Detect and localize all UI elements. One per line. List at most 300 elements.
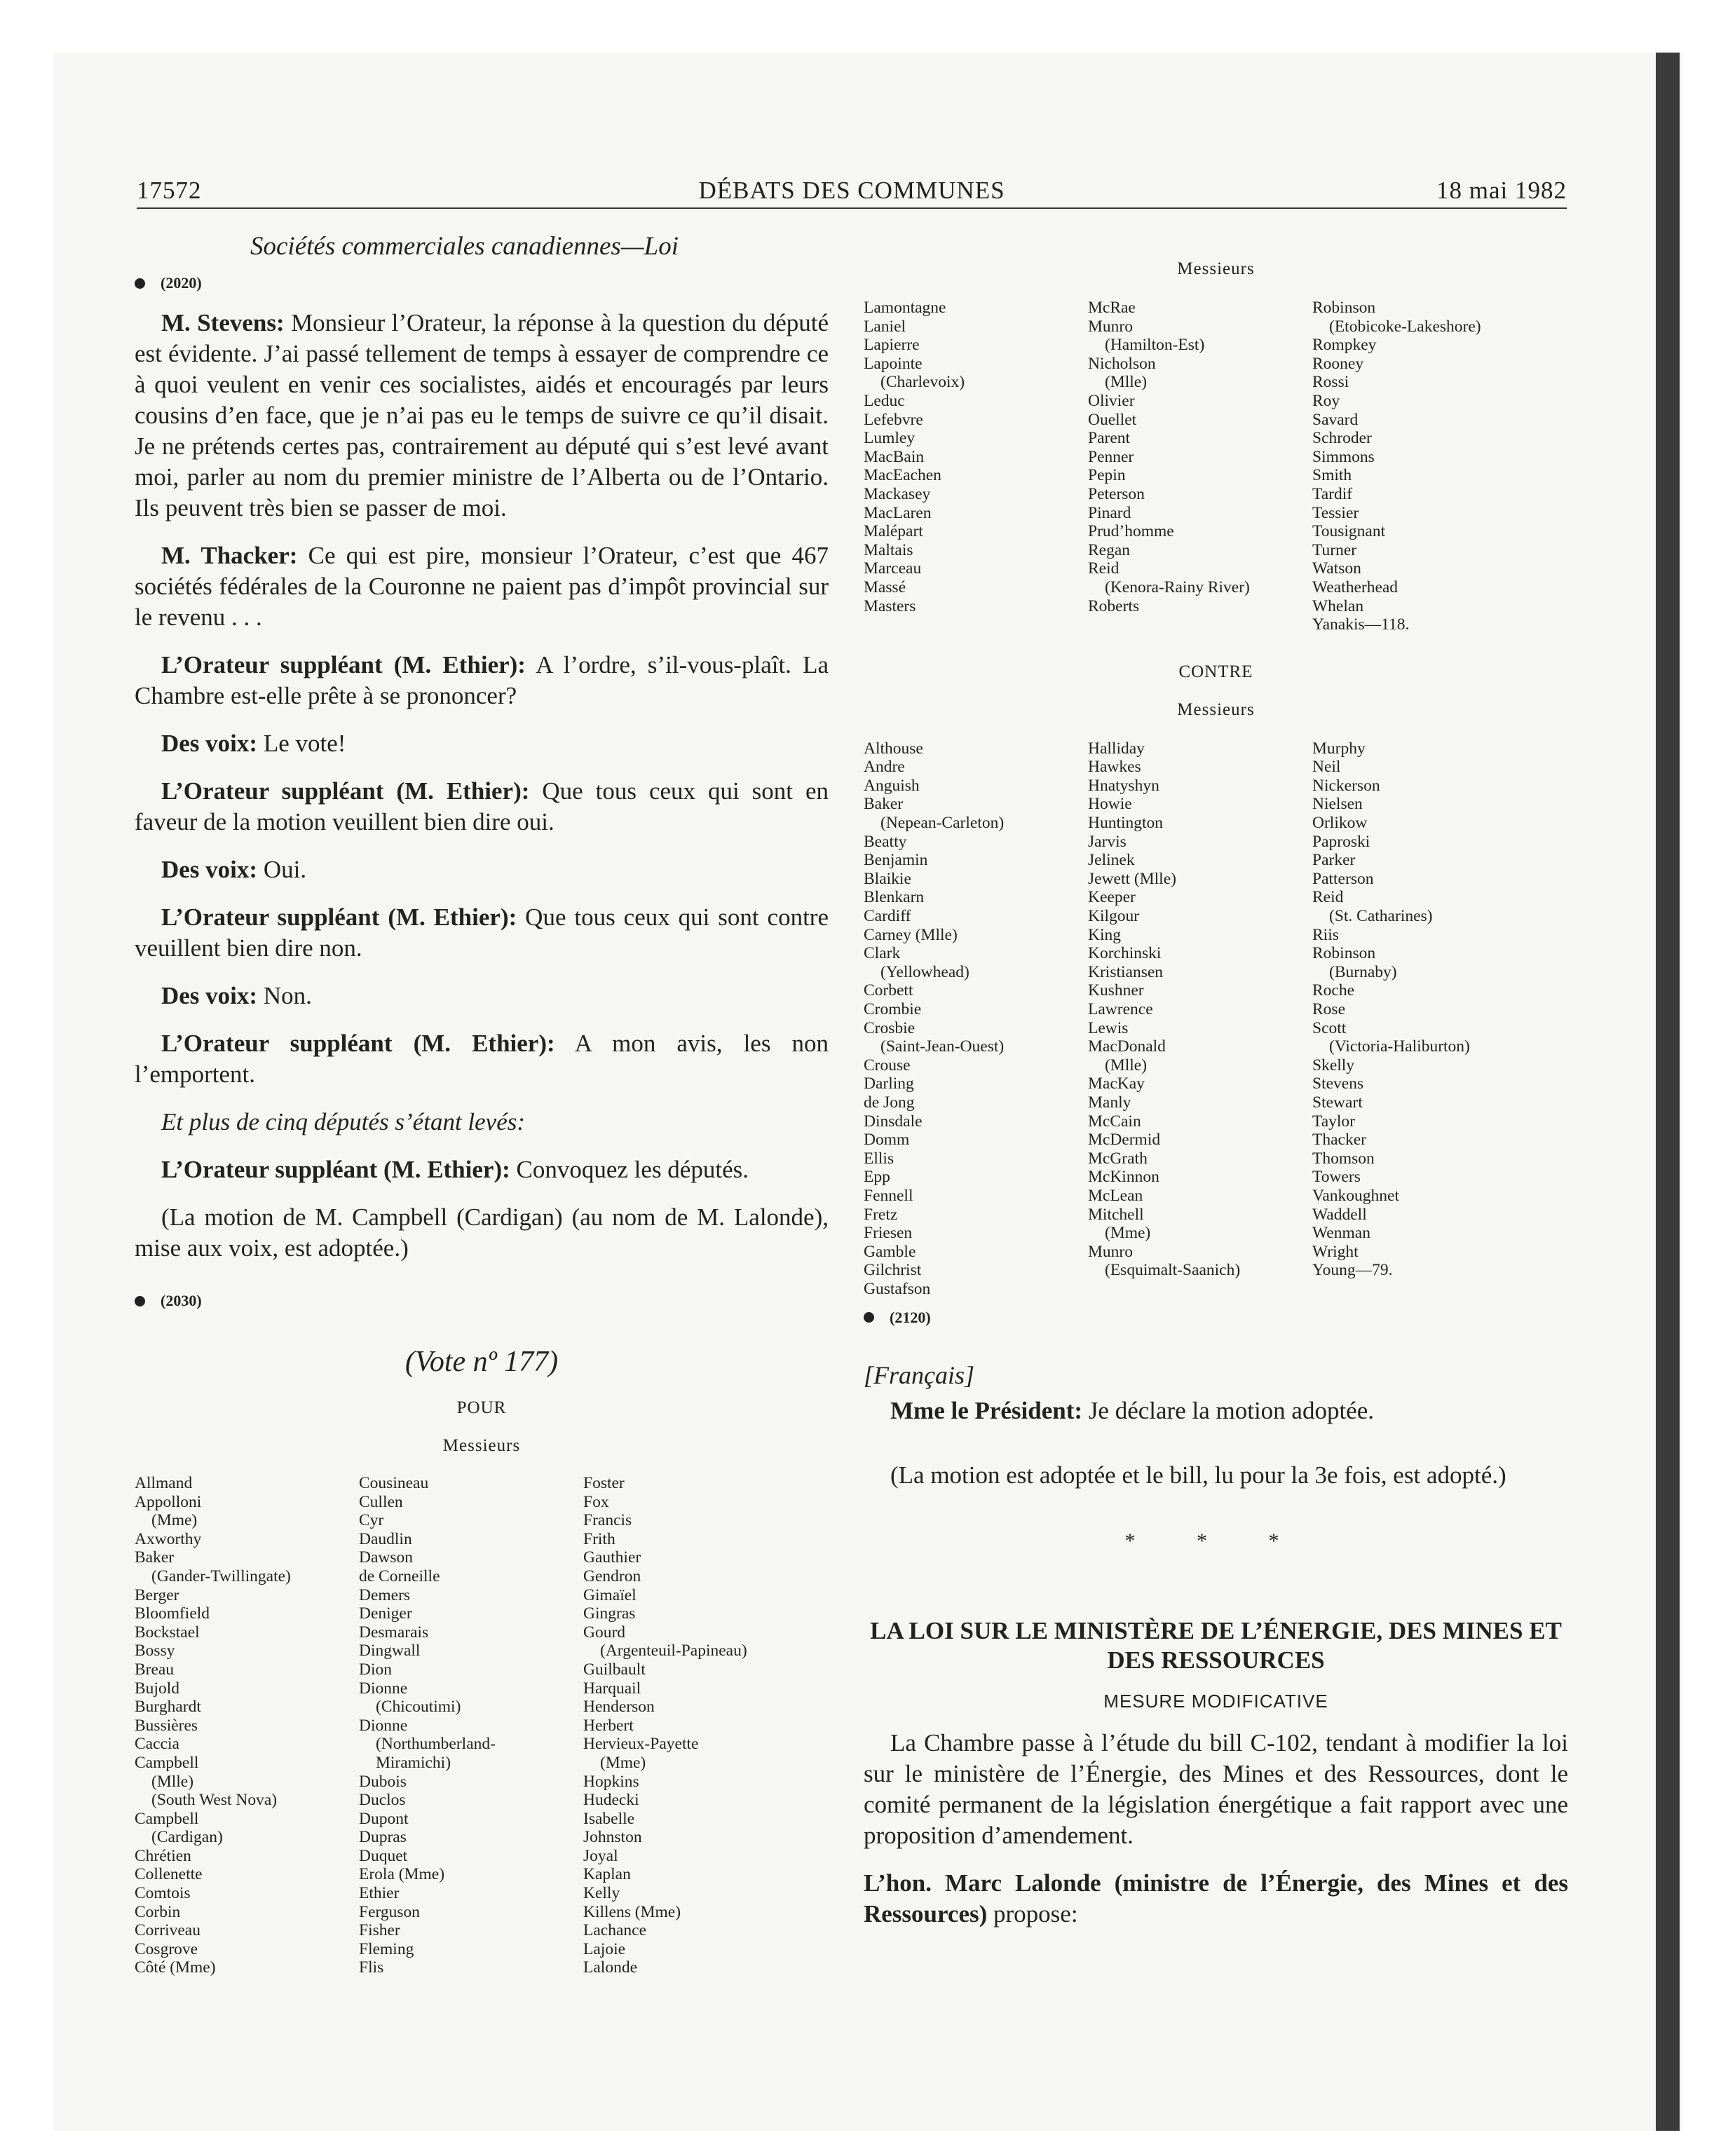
member-name: Smith	[1312, 466, 1352, 485]
time-marker-label: (2030)	[161, 1292, 202, 1309]
speaker-name: M. Thacker:	[161, 542, 298, 569]
names-column	[1088, 299, 1312, 634]
member-name: Yanakis—118.	[1312, 615, 1410, 634]
member-name: Isabelle	[583, 1809, 635, 1828]
section-separator: * * *	[1124, 1529, 1307, 1553]
speech-text: Je déclare la motion adoptée.	[1082, 1396, 1374, 1424]
member-name: Korchinski	[1088, 944, 1162, 963]
member-name: Stewart	[1312, 1093, 1363, 1112]
member-name: Penner	[1088, 447, 1134, 466]
member-name: Robinson	[1312, 944, 1376, 963]
member-name: King	[1088, 925, 1121, 944]
time-marker	[135, 1292, 829, 1310]
member-name: de Jong	[864, 1093, 915, 1112]
member-name: McRae	[1088, 299, 1136, 317]
member-name: (St. Catharines)	[1329, 907, 1433, 926]
speech-paragraph	[864, 1396, 1568, 1426]
names-column	[135, 1474, 359, 1977]
member-name: Roberts	[1088, 596, 1140, 615]
member-name: Fleming	[359, 1939, 414, 1958]
speaker-name: Mme le Président:	[890, 1396, 1083, 1424]
member-name: Dupras	[359, 1828, 407, 1847]
member-name: (Mlle)	[151, 1772, 194, 1791]
member-name: MacEachen	[864, 466, 941, 485]
member-name: (Mlle)	[1105, 1056, 1148, 1074]
member-name: Herbert	[583, 1716, 634, 1735]
language-tag: [Français]	[864, 1360, 975, 1389]
member-name: Demers	[359, 1585, 411, 1604]
member-name: (Gander-Twillingate)	[151, 1567, 291, 1585]
member-name: (Saint-Jean-Ouest)	[880, 1037, 1005, 1056]
member-name: Allmand	[135, 1474, 193, 1492]
member-name: Blenkarn	[864, 888, 925, 907]
member-name: Stevens	[1312, 1074, 1364, 1093]
member-name: Appolloni	[135, 1492, 202, 1511]
member-name: Axworthy	[135, 1529, 202, 1548]
speech-paragraph	[135, 1154, 829, 1185]
member-name: Massé	[864, 578, 906, 596]
member-name: Fretz	[864, 1205, 898, 1224]
member-name: Darling	[864, 1074, 914, 1093]
names-column	[359, 1474, 583, 1977]
member-name: Kelly	[583, 1884, 620, 1903]
member-name: Laniel	[864, 317, 906, 336]
time-marker	[864, 1309, 1568, 1327]
member-name: (Hamilton-Est)	[1105, 336, 1205, 355]
member-name: Munro	[1088, 1242, 1133, 1261]
speech-paragraph	[135, 728, 829, 759]
member-name: Fisher	[359, 1921, 400, 1940]
page-number: 17572	[137, 177, 202, 204]
member-name: Masters	[864, 596, 916, 615]
member-name: Desmarais	[359, 1623, 429, 1642]
speech-text: Non.	[257, 982, 312, 1009]
member-name: Beatty	[864, 832, 907, 851]
member-name: Mitchell	[1088, 1205, 1144, 1224]
member-name: Thacker	[1312, 1131, 1366, 1149]
vote-title: (Vote nº 177)	[404, 1346, 559, 1378]
motion-result: (La motion est adoptée et le bill, lu pour la 3e fois, est adopté.)	[890, 1461, 1506, 1489]
member-name: Gingras	[583, 1604, 636, 1623]
names-column	[1312, 739, 1537, 1299]
member-name: (Charlevoix)	[880, 373, 965, 392]
member-name: Caccia	[135, 1735, 179, 1754]
member-name: Savard	[1312, 410, 1359, 429]
member-name: Roy	[1312, 391, 1340, 410]
member-name: Young—79.	[1312, 1261, 1393, 1280]
member-name: MacBain	[864, 447, 925, 466]
member-name: Lawrence	[1088, 1000, 1153, 1018]
speaker-name: M. Stevens:	[161, 309, 285, 336]
member-name: Tardif	[1312, 484, 1353, 503]
member-name: Jelinek	[1088, 851, 1135, 870]
member-name: Weatherhead	[1312, 578, 1399, 596]
member-name: Peterson	[1088, 484, 1145, 503]
member-name: Leduc	[864, 391, 905, 410]
member-name: Pepin	[1088, 466, 1126, 485]
member-name: (Northumberland-	[376, 1735, 496, 1754]
member-name: Lapierre	[864, 336, 920, 355]
bullet-dot-icon	[135, 1296, 145, 1306]
member-name: Fennell	[864, 1186, 913, 1205]
speech-paragraph	[135, 981, 829, 1011]
member-name: Parker	[1312, 851, 1356, 870]
member-name: Roche	[1312, 981, 1355, 1000]
member-name: Howie	[1088, 795, 1132, 814]
member-name: Tousignant	[1312, 522, 1386, 541]
speaker-name: L’Orateur suppléant (M. Ethier):	[161, 651, 526, 678]
messieurs-label: Messieurs	[442, 1436, 521, 1455]
member-name: Lumley	[864, 429, 916, 448]
member-name: Skelly	[1312, 1056, 1355, 1074]
member-name: Gauthier	[583, 1548, 641, 1567]
speech-text: propose:	[987, 1899, 1078, 1928]
member-name: Scott	[1312, 1018, 1347, 1037]
member-name: Breau	[135, 1660, 175, 1679]
member-name: Cosgrove	[135, 1939, 198, 1958]
names-column	[864, 299, 1088, 634]
member-name: Harquail	[583, 1679, 641, 1698]
member-name: Dionne	[359, 1679, 408, 1698]
member-name: Ouellet	[1088, 410, 1137, 429]
member-name: Rompkey	[1312, 336, 1377, 355]
speaker-name: Des voix:	[161, 856, 258, 883]
member-name: Hudecki	[583, 1791, 639, 1810]
member-name: McDermid	[1088, 1131, 1161, 1149]
section-title: LA LOI SUR LE MINISTÈRE DE L’ÉNERGIE, DES MINES ET DES RESSOURCES	[870, 1616, 1562, 1674]
member-name: Hopkins	[583, 1772, 639, 1791]
member-name: Gustafson	[864, 1279, 931, 1298]
member-name: Anguish	[864, 776, 920, 795]
member-name: McCain	[1088, 1112, 1141, 1131]
publication-date: 18 mai 1982	[1436, 177, 1567, 204]
member-name: Robinson	[1312, 299, 1376, 317]
member-name: Gendron	[583, 1567, 641, 1585]
member-name: Wenman	[1312, 1224, 1370, 1243]
pour-names-table	[135, 1474, 829, 1977]
speech-text: Le vote!	[257, 730, 346, 757]
member-name: Hawkes	[1088, 758, 1141, 777]
member-name: Pinard	[1088, 503, 1131, 522]
member-name: Flis	[359, 1958, 384, 1977]
member-name: Corbett	[864, 981, 913, 1000]
member-name: Bussières	[135, 1716, 198, 1735]
speech-text: Oui.	[257, 856, 307, 883]
member-name: Lajoie	[583, 1939, 626, 1958]
speech-text: Ce qui est pire, monsieur l’Orateur, c’est que 467 sociétés fédérales de la Couronne ne paient pas d’impôt provincial sur le revenu . . .	[135, 542, 829, 631]
speech-paragraph	[135, 650, 829, 711]
speech-paragraph	[135, 776, 829, 838]
member-name: Olivier	[1088, 391, 1135, 410]
member-name: Burghardt	[135, 1698, 201, 1717]
member-name: Crombie	[864, 1000, 922, 1018]
member-name: Kushner	[1088, 981, 1144, 1000]
member-name: Joyal	[583, 1846, 618, 1865]
member-name: Duclos	[359, 1791, 406, 1810]
member-name: (Burnaby)	[1329, 962, 1397, 981]
speech-text: A mon avis, les non l’emportent.	[135, 1030, 829, 1088]
member-name: Cyr	[359, 1511, 384, 1530]
subject-heading: Sociétés commerciales canadiennes—Loi	[250, 232, 679, 261]
member-name: (Mme)	[600, 1753, 646, 1772]
member-name: Collenette	[135, 1865, 203, 1884]
member-name: Gourd	[583, 1623, 626, 1642]
contre-names-table	[864, 739, 1568, 1299]
member-name: Dion	[359, 1660, 392, 1679]
member-name: (Chicoutimi)	[376, 1698, 461, 1717]
member-name: Thomson	[1312, 1149, 1375, 1168]
speaker-name: L’Orateur suppléant (M. Ethier):	[161, 1156, 510, 1183]
member-name: Dinsdale	[864, 1112, 923, 1131]
member-name: Reid	[1312, 888, 1344, 907]
contre-label: CONTRE	[1178, 662, 1253, 681]
member-name: Waddell	[1312, 1205, 1367, 1224]
member-name: Watson	[1312, 559, 1361, 578]
member-name: Manly	[1088, 1093, 1131, 1112]
member-name: (Victoria-Haliburton)	[1329, 1037, 1470, 1056]
member-name: Towers	[1312, 1168, 1361, 1187]
member-name: Dionne	[359, 1716, 408, 1735]
member-name: Dingwall	[359, 1642, 421, 1660]
speech-paragraph	[135, 540, 829, 633]
member-name: de Corneille	[359, 1567, 440, 1585]
publication-title: DÉBATS DES COMMUNES	[698, 177, 1005, 204]
member-name: Cousineau	[359, 1474, 429, 1492]
names-column	[1088, 739, 1312, 1299]
member-name: (Argenteuil-Papineau)	[600, 1642, 747, 1660]
member-name: Paproski	[1312, 832, 1370, 851]
member-name: Rooney	[1312, 354, 1364, 373]
scan-edge-bar	[1656, 53, 1680, 2131]
pour-names-table-continued	[864, 299, 1568, 634]
member-name: Miramichi)	[376, 1753, 451, 1772]
member-name: Benjamin	[864, 851, 928, 870]
member-name: MacLaren	[864, 503, 932, 522]
member-name: (Etobicoke-Lakeshore)	[1329, 317, 1481, 336]
member-name: Reid	[1088, 559, 1120, 578]
member-name: Dawson	[359, 1548, 414, 1567]
member-name: Turner	[1312, 540, 1357, 559]
member-name: Lapointe	[864, 354, 923, 373]
member-name: Schroder	[1312, 429, 1372, 448]
member-name: Ellis	[864, 1149, 894, 1168]
speech-text: Que tous ceux qui sont contre veuillent bien dire non.	[135, 903, 829, 962]
member-name: (South West Nova)	[151, 1791, 278, 1810]
member-name: Clark	[864, 944, 901, 963]
member-name: Gilchrist	[864, 1261, 922, 1280]
member-name: Guilbault	[583, 1660, 646, 1679]
speaker-name: L’Orateur suppléant (M. Ethier):	[161, 1030, 555, 1057]
speaker-name: L’Orateur suppléant (M. Ethier):	[161, 903, 517, 931]
member-name: Campbell	[135, 1753, 199, 1772]
stage-direction: Et plus de cinq députés s’étant levés:	[161, 1108, 526, 1135]
left-column	[135, 231, 829, 1977]
member-name: Bossy	[135, 1642, 175, 1660]
speech-paragraph	[135, 902, 829, 964]
member-name: Huntington	[1088, 814, 1164, 833]
member-name: Cullen	[359, 1492, 403, 1511]
speaker-name: Des voix:	[161, 730, 258, 757]
bill-paragraph: La Chambre passe à l’étude du bill C-102, tendant à modifier la loi sur le ministère de l’Énergie, des Mines et des Ressources, dont le comité permanent de la législation énergétique a fait rapport avec une proposition d’amendement.	[864, 1728, 1568, 1849]
member-name: Hervieux-Payette	[583, 1735, 699, 1754]
member-name: Chrétien	[135, 1846, 191, 1865]
member-name: Jewett (Mlle)	[1088, 869, 1176, 888]
member-name: Epp	[864, 1168, 890, 1187]
page-header	[137, 177, 1567, 209]
speech-paragraph	[135, 854, 829, 885]
member-name: Dubois	[359, 1772, 407, 1791]
member-name: Marceau	[864, 559, 922, 578]
member-name: Lefebvre	[864, 410, 923, 429]
member-name: Rose	[1312, 1000, 1345, 1018]
member-name: Nicholson	[1088, 354, 1156, 373]
member-name: Lachance	[583, 1921, 647, 1940]
member-name: Carney (Mlle)	[864, 925, 958, 944]
member-name: Côté (Mme)	[135, 1958, 216, 1977]
member-name: Gimaïel	[583, 1585, 637, 1604]
bullet-dot-icon	[135, 278, 145, 289]
member-name: Crosbie	[864, 1018, 916, 1037]
member-name: Corriveau	[135, 1921, 200, 1940]
member-name: Regan	[1088, 540, 1131, 559]
member-name: (Yellowhead)	[880, 962, 969, 981]
member-name: (Nepean-Carleton)	[880, 814, 1005, 833]
motion-result: (La motion de M. Campbell (Cardigan) (au nom de M. Lalonde), mise aux voix, est adoptée.)	[135, 1203, 829, 1262]
member-name: Wright	[1312, 1242, 1359, 1261]
member-name: Patterson	[1312, 869, 1374, 888]
names-column	[583, 1474, 808, 1977]
member-name: Parent	[1088, 429, 1131, 448]
member-name: Baker	[135, 1548, 175, 1567]
member-name: Corbin	[135, 1902, 181, 1921]
member-name: Henderson	[583, 1698, 655, 1717]
member-name: Comtois	[135, 1884, 191, 1903]
member-name: Simmons	[1312, 447, 1375, 466]
speaker-name: L’hon. Marc Lalonde (ministre de l’Énergie, des Mines et des Ressources)	[864, 1869, 1568, 1928]
member-name: McGrath	[1088, 1149, 1148, 1168]
member-name: Andre	[864, 758, 905, 777]
time-marker-label: (2020)	[161, 274, 202, 292]
speech-text: A l’ordre, s’il-vous-plaît. La Chambre est-elle prête à se prononcer?	[135, 651, 829, 709]
names-column	[1312, 299, 1537, 634]
time-marker-label: (2120)	[890, 1308, 931, 1326]
member-name: Blaikie	[864, 869, 911, 888]
member-name: Maltais	[864, 540, 913, 559]
member-name: Neil	[1312, 758, 1341, 777]
messieurs-label: Messieurs	[1177, 700, 1255, 719]
member-name: Frith	[583, 1529, 615, 1548]
member-name: Hnatyshyn	[1088, 776, 1159, 795]
member-name: Friesen	[864, 1224, 913, 1243]
speech-text: Que tous ceux qui sont en faveur de la motion veuillent bien dire oui.	[135, 777, 829, 835]
member-name: Malépart	[864, 522, 923, 541]
member-name: Bockstael	[135, 1623, 200, 1642]
member-name: Lewis	[1088, 1018, 1129, 1037]
member-name: Tessier	[1312, 503, 1359, 522]
member-name: (Mlle)	[1105, 373, 1148, 392]
right-column	[864, 259, 1568, 1946]
member-name: Ferguson	[359, 1902, 421, 1921]
member-name: Bujold	[135, 1679, 179, 1698]
member-name: McKinnon	[1088, 1168, 1159, 1187]
member-name: Erola (Mme)	[359, 1865, 445, 1884]
member-name: (Mme)	[1105, 1224, 1151, 1243]
member-name: Killens (Mme)	[583, 1902, 681, 1921]
member-name: Murphy	[1312, 739, 1366, 758]
member-name: Daudlin	[359, 1529, 412, 1548]
member-name: Domm	[864, 1131, 910, 1149]
member-name: Nickerson	[1312, 776, 1380, 795]
member-name: Prud’homme	[1088, 522, 1174, 541]
member-name: Taylor	[1312, 1112, 1355, 1131]
member-name: Kristiansen	[1088, 962, 1164, 981]
member-name: Gamble	[864, 1242, 916, 1261]
member-name: Kilgour	[1088, 907, 1140, 926]
member-name: Keeper	[1088, 888, 1136, 907]
speaker-name: Des voix:	[161, 982, 258, 1009]
member-name: (Cardigan)	[151, 1828, 223, 1847]
member-name: Halliday	[1088, 739, 1145, 758]
member-name: Dupont	[359, 1809, 409, 1828]
member-name: MacKay	[1088, 1074, 1145, 1093]
pour-label: POUR	[456, 1398, 507, 1417]
member-name: Rossi	[1312, 373, 1349, 392]
speech-text: Convoquez les députés.	[510, 1156, 749, 1183]
speech-text: Monsieur l’Orateur, la réponse à la question du député est évidente. J’ai passé tellement de temps à essayer de comprendre ce à quoi veulent en venir ces socialistes, aidés et encouragés par leurs cousins d’en face, que je n’ai pas eu le temps de suivre ce qu’il disait. Je ne prétends certes pas, contrairement au député qui s’est levé avant moi, parler au nom du premier ministre de l’Alberta ou de l’Ontario. Ils peuvent très bien se passer de moi.	[135, 309, 829, 521]
member-name: McLean	[1088, 1186, 1143, 1205]
member-name: Francis	[583, 1511, 632, 1530]
member-name: Duquet	[359, 1846, 408, 1865]
member-name: (Mme)	[151, 1511, 198, 1530]
member-name: Nielsen	[1312, 795, 1363, 814]
member-name: Foster	[583, 1474, 625, 1492]
member-name: Mackasey	[864, 484, 931, 503]
member-name: (Kenora-Rainy River)	[1105, 578, 1250, 596]
member-name: Crouse	[864, 1056, 911, 1074]
member-name: Jarvis	[1088, 832, 1127, 851]
member-name: (Esquimalt-Saanich)	[1105, 1261, 1241, 1280]
member-name: Baker	[864, 795, 904, 814]
member-name: Ethier	[359, 1884, 400, 1903]
member-name: Fox	[583, 1492, 609, 1511]
bullet-dot-icon	[864, 1312, 874, 1323]
member-name: Whelan	[1312, 596, 1364, 615]
member-name: MacDonald	[1088, 1037, 1166, 1056]
messieurs-label: Messieurs	[1177, 259, 1255, 278]
speech-paragraph	[135, 308, 829, 524]
member-name: Kaplan	[583, 1865, 631, 1884]
member-name: Bloomfield	[135, 1604, 210, 1623]
speech-paragraph	[135, 1028, 829, 1090]
member-name: Cardiff	[864, 907, 911, 926]
names-column	[864, 739, 1088, 1299]
speech-paragraph	[864, 1868, 1568, 1930]
member-name: Berger	[135, 1585, 179, 1604]
speaker-name: L’Orateur suppléant (M. Ethier):	[161, 777, 530, 805]
member-name: Munro	[1088, 317, 1133, 336]
member-name: Althouse	[864, 739, 923, 758]
member-name: Lamontagne	[864, 299, 946, 317]
member-name: Orlikow	[1312, 814, 1368, 833]
member-name: Johnston	[583, 1828, 642, 1847]
member-name: Deniger	[359, 1604, 412, 1623]
time-marker	[135, 274, 829, 292]
member-name: Campbell	[135, 1809, 199, 1828]
member-name: Vankoughnet	[1312, 1186, 1400, 1205]
section-subtitle: MESURE MODIFICATIVE	[1103, 1690, 1328, 1712]
member-name: Riis	[1312, 925, 1339, 944]
member-name: Lalonde	[583, 1958, 637, 1977]
